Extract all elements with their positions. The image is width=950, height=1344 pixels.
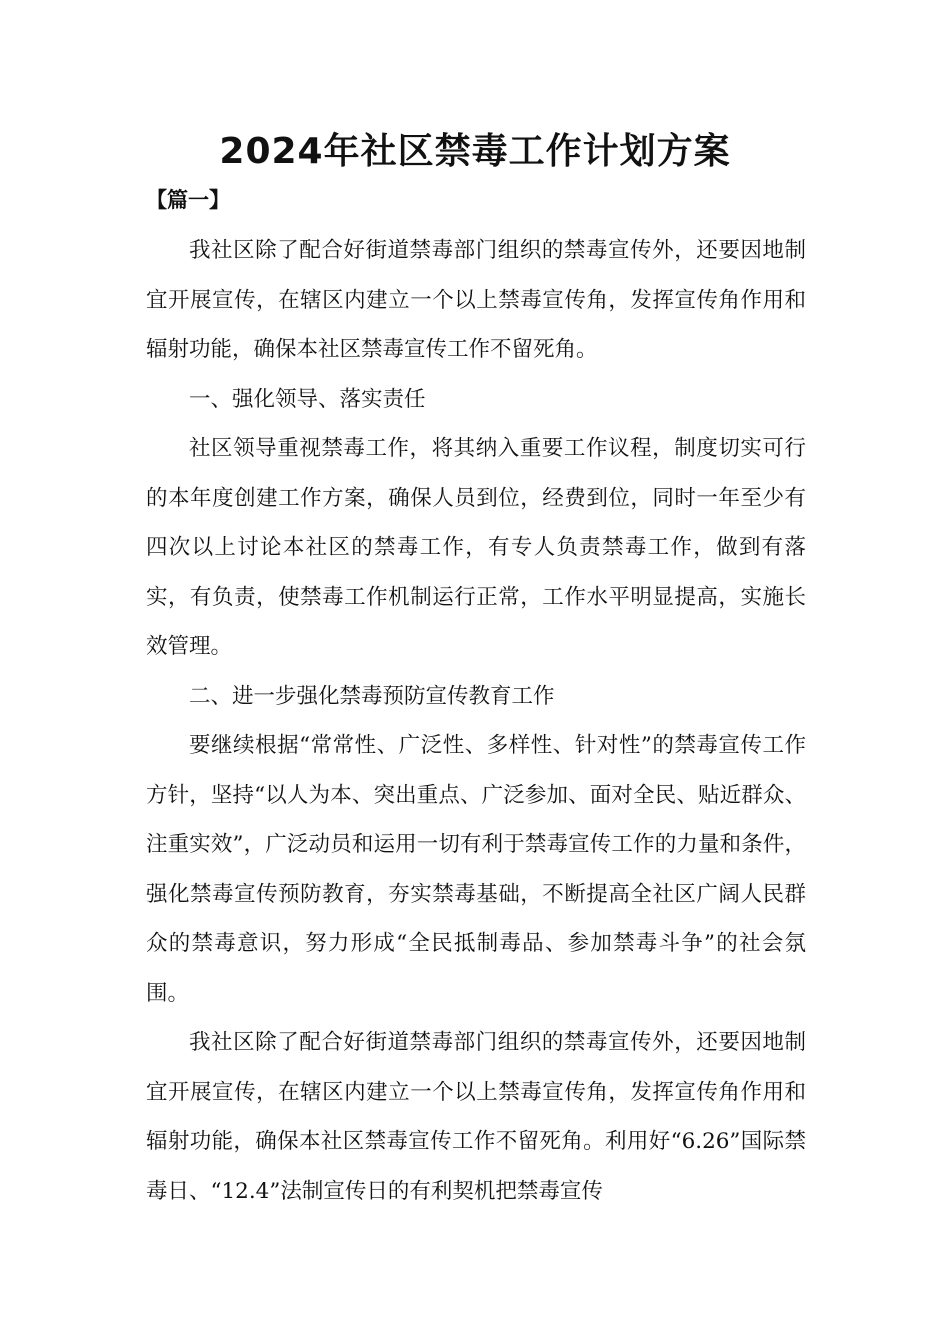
document-body xyxy=(146,226,806,1216)
section-heading-2: 二、进一步强化禁毒预防宣传教育工作 xyxy=(189,683,555,709)
paragraph-intro: 我社区除了配合好街道禁毒部门组织的禁毒宣传外，还要因地制宜开展宣传，在辖区内建立一个以上禁毒宣传角，发挥宣传角作用和辐射功能，确保本社区禁毒宣传工作不留死角。 xyxy=(146,238,806,362)
section-heading-1: 一、强化领导、落实责任 xyxy=(189,386,426,412)
section-tag: 【篇一】 xyxy=(146,187,230,212)
paragraph-publicity: 我社区除了配合好街道禁毒部门组织的禁毒宣传外，还要因地制宜开展宣传，在辖区内建立一个以上禁毒宣传角，发挥宣传角作用和辐射功能，确保本社区禁毒宣传工作不留死角。利用好“6.26”国际禁毒日、“12.4”法制宣传日的有利契机把禁毒宣传 xyxy=(146,1030,806,1204)
document-title: 2024年社区禁毒工作计划方案 xyxy=(219,131,731,172)
paragraph-prevention: 要继续根据“常常性、广泛性、多样性、针对性”的禁毒宣传工作方针，坚持“以人为本、突出重点、广泛参加、面对全民、贴近群众、注重实效”，广泛动员和运用一切有利于禁毒宣传工作的力量和条件，强化禁毒宣传预防教育，夯实禁毒基础，不断提高全社区广阔人民群众的禁毒意识，努力形成“全民抵制毒品、参加禁毒斗争”的社会氛围。 xyxy=(146,733,806,1006)
paragraph-leadership: 社区领导重视禁毒工作，将其纳入重要工作议程，制度切实可行的本年度创建工作方案，确保人员到位，经费到位，同时一年至少有四次以上讨论本社区的禁毒工作，有专人负责禁毒工作，做到有落实，有负责，使禁毒工作机制运行正常，工作水平明显提高，实施长效管理。 xyxy=(146,436,806,659)
